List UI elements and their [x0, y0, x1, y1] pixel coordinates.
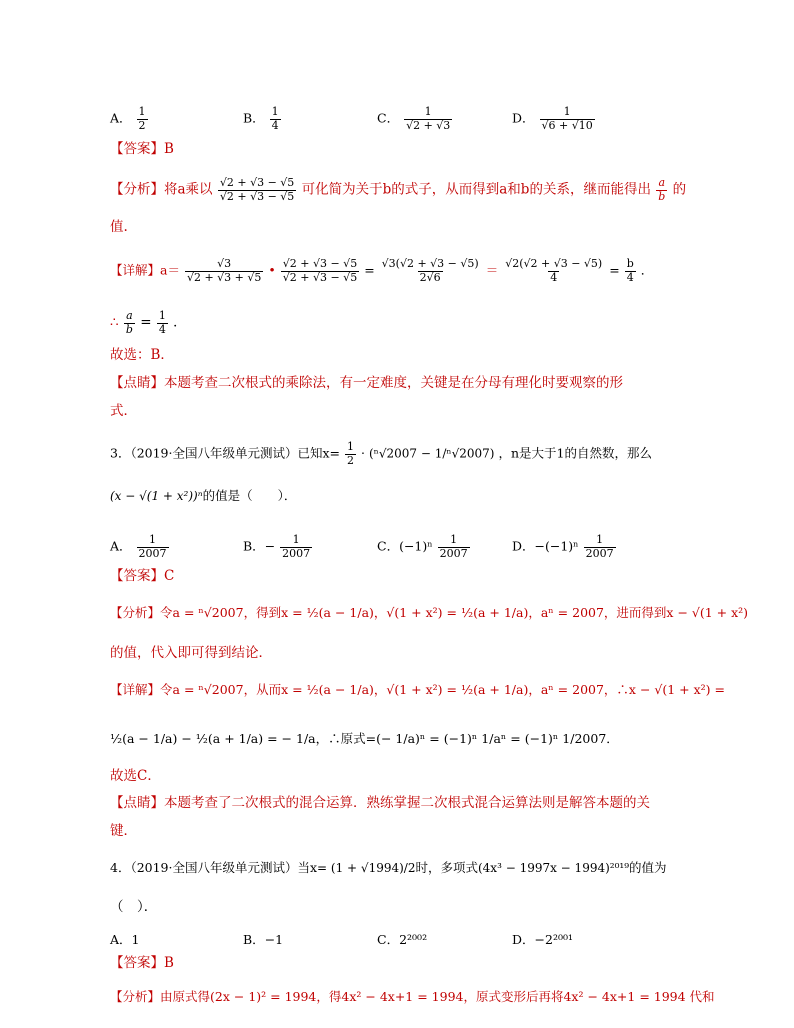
- q4-stem-line2: （ ）．: [110, 899, 158, 915]
- q4-option-c: C．2²⁰⁰²: [377, 932, 428, 947]
- q2-therefore: ∴ $\frac{a}{b}$ = $\frac{1}{4}$ ．: [110, 309, 187, 336]
- q3-answer: 【答案】C: [110, 568, 175, 584]
- q2-analysis: 【分析】将a乘以 $\frac{√2 + √3 - √5}{√2 + √3 - √5}$ 可化简为关于b的式子，从而得到a和b的关系，继而能得出 $\frac{a}{b}$ 的: [110, 176, 687, 203]
- q3-detail: 【详解】令a = ⁿ√2007，从而x = ½(a − 1/a)，√(1 + x²) = ½(a + 1/a)，aⁿ = 2007，∴x − √(1 + x²) =: [110, 682, 725, 697]
- q2-option-c: C． $\frac{1}{√2 + √3}$: [377, 105, 451, 132]
- q2-option-d: D． $\frac{1}{√6 + √10}$: [512, 105, 593, 132]
- q2-option-b: B． $\frac{1}{4}$: [243, 105, 279, 132]
- q2-comment-line2: 式．: [110, 403, 137, 419]
- q3-comment: 【点睛】本题考查了二次根式的混合运算．熟练掌握二次根式混合运算法则是解答本题的关: [110, 795, 650, 811]
- q2-comment: 【点睛】本题考查二次根式的乘除法，有一定难度，关键是在分母有理化时要观察的形: [110, 375, 623, 391]
- q2-detail: 【详解】a＝ $\frac{√3}{√2 + √3 + √5}$ • $\frac{√2 + √3 - √5}{√2 + √3 - √5}$ = $\frac{√3(√2 + √3 - √5)}{2√6}$ ＝ $\frac{√2(√2 + √3 - √5)}{4}$ = $\frac{b}{4}$ ．: [110, 257, 654, 284]
- q3-detail-line2: ½(a − 1/a) − ½(a + 1/a) = − 1/a，∴原式=(− 1/a)ⁿ = (−1)ⁿ 1/aⁿ = (−1)ⁿ 1/2007．: [110, 731, 619, 746]
- q3-option-b: B．− $\frac{1}{2007}$: [243, 533, 311, 560]
- q2-choose: 故选：B．: [110, 347, 174, 363]
- q4-analysis: 【分析】由原式得(2x − 1)² = 1994，得4x² − 4x+1 = 1994，原式变形后再将4x² − 4x+1 = 1994 代和: [110, 989, 715, 1004]
- q3-analysis: 【分析】令a = ⁿ√2007，得到x = ½(a − 1/a)，√(1 + x²) = ½(a + 1/a)，aⁿ = 2007，进而得到x − √(1 + x²): [110, 605, 749, 620]
- q4-option-d: D．−2²⁰⁰¹: [512, 932, 574, 947]
- q2-answer: 【答案】B: [110, 141, 174, 157]
- q4-stem: 4．（2019·全国八年级单元测试）当x= (1 + √1994)/2时，多项式(4x³ − 1997x − 1994)²⁰¹⁹的值为: [110, 860, 667, 875]
- q4-option-b: B．−1: [243, 932, 284, 947]
- q3-stem: 3．（2019·全国八年级单元测试）已知x= $\frac{1}{2}$ · (ⁿ√2007 − 1/ⁿ√2007) ，n是大于1的自然数，那么: [110, 440, 652, 467]
- q3-option-c: C．(−1)ⁿ $\frac{1}{2007}$: [377, 533, 468, 560]
- q3-comment-line2: 键．: [110, 823, 137, 839]
- q3-analysis-line2: 的值，代入即可得到结论．: [110, 645, 272, 661]
- q4-option-a: A．1: [110, 932, 140, 947]
- q3-option-a: A． $\frac{1}{2007}$: [110, 533, 167, 560]
- q3-option-d: D．−(−1)ⁿ $\frac{1}{2007}$: [512, 533, 614, 560]
- q2-analysis-line2: 值.: [110, 219, 128, 235]
- q2-option-a: A． $\frac{1}{2}$: [110, 105, 146, 132]
- q4-answer: 【答案】B: [110, 955, 174, 971]
- q3-stem-line2: (x − √(1 + x²))ⁿ的值是（ ）．: [110, 488, 297, 503]
- q3-choose: 故选C．: [110, 768, 161, 784]
